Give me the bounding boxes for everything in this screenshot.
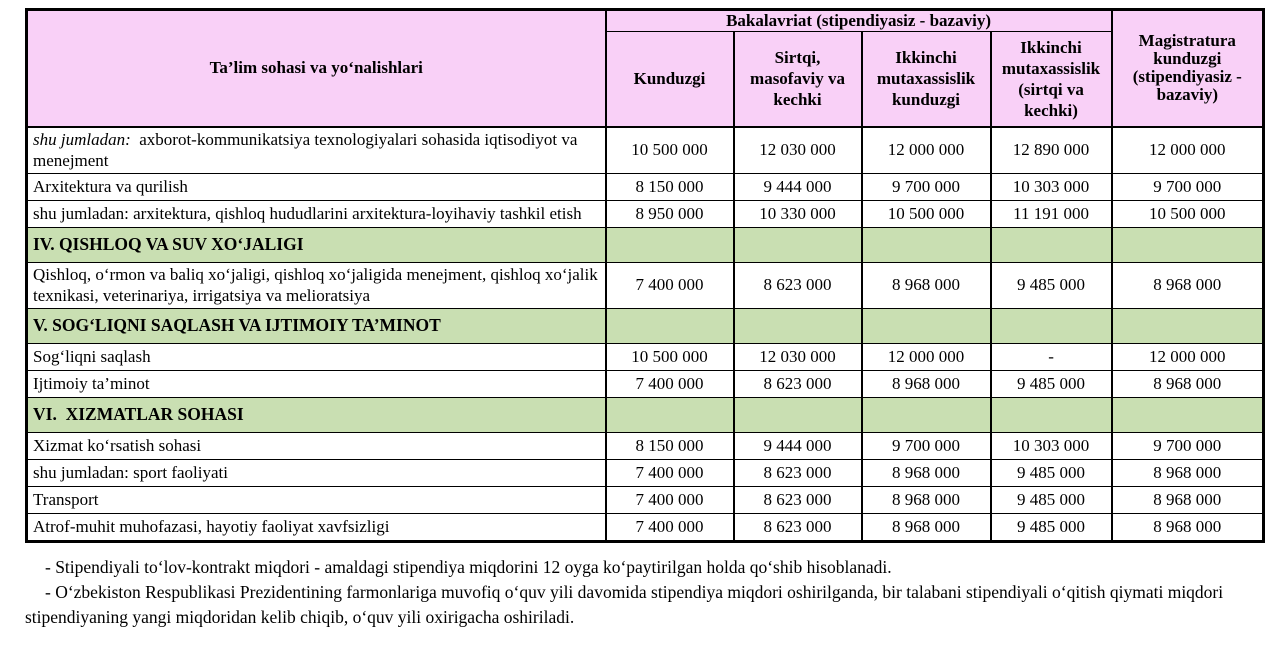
value-cell: 8 968 000 bbox=[1112, 513, 1264, 541]
column-header-ikkinchi-sirtqi: Ikkinchi mutaxassislik (sirtqi va kechki) bbox=[991, 32, 1112, 127]
section-empty-cell bbox=[862, 227, 991, 262]
section-empty-cell bbox=[734, 227, 862, 262]
value-cell: 9 485 000 bbox=[991, 486, 1112, 513]
row-label-cell: Arxitektura va qurilish bbox=[27, 173, 606, 200]
table-body bbox=[27, 127, 1264, 542]
value-cell: 7 400 000 bbox=[606, 459, 734, 486]
table-row bbox=[27, 513, 1264, 541]
value-cell: 12 000 000 bbox=[862, 343, 991, 370]
value-cell: 8 968 000 bbox=[862, 486, 991, 513]
value-cell: 9 700 000 bbox=[1112, 432, 1264, 459]
value-cell: 8 950 000 bbox=[606, 200, 734, 227]
section-empty-cell bbox=[991, 227, 1112, 262]
value-cell: 8 623 000 bbox=[734, 513, 862, 541]
value-cell: 8 150 000 bbox=[606, 432, 734, 459]
value-cell: 8 623 000 bbox=[734, 486, 862, 513]
table-row bbox=[27, 127, 1264, 174]
value-cell: 12 000 000 bbox=[1112, 127, 1264, 174]
section-title-cell: VI. XIZMATLAR SOHASI bbox=[27, 397, 606, 432]
tuition-fees-table bbox=[25, 8, 1265, 543]
value-cell: 9 444 000 bbox=[734, 173, 862, 200]
table-row bbox=[27, 200, 1264, 227]
section-empty-cell bbox=[606, 227, 734, 262]
value-cell: 10 303 000 bbox=[991, 173, 1112, 200]
section-title-cell: IV. QISHLOQ VA SUV XOʻJALIGI bbox=[27, 227, 606, 262]
section-empty-cell bbox=[991, 397, 1112, 432]
footnote-2: - Oʻzbekiston Respublikasi Prezidentining farmonlariga muvofiq oʻquv yili davomida stipendiya miqdori oshirilganda, bir talabani stipendiyali oʻqitish qiymati miqdori stipendiyaning yangi miqdoridan kelib chiqib, oʻquv yili oxirigacha oshiriladi. bbox=[25, 581, 1224, 627]
section-empty-cell bbox=[991, 308, 1112, 343]
value-cell: 9 700 000 bbox=[862, 432, 991, 459]
section-empty-cell bbox=[606, 397, 734, 432]
table-header bbox=[27, 10, 1264, 127]
table-row bbox=[27, 459, 1264, 486]
value-cell: 8 968 000 bbox=[862, 370, 991, 397]
value-cell: 8 150 000 bbox=[606, 173, 734, 200]
row-label-cell: Xizmat koʻrsatish sohasi bbox=[27, 432, 606, 459]
section-empty-cell bbox=[606, 308, 734, 343]
footnote-1: - Stipendiyali toʻlov-kontrakt miqdori - amaldagi stipendiya miqdorini 12 oyga koʻpaytirilgan holda qoʻshib hisoblanadi. bbox=[45, 556, 892, 577]
table-row bbox=[27, 173, 1264, 200]
value-cell: 7 400 000 bbox=[606, 262, 734, 308]
section-empty-cell bbox=[862, 397, 991, 432]
row-label-cell: Atrof-muhit muhofazasi, hayotiy faoliyat xavfsizligi bbox=[27, 513, 606, 541]
value-cell: 8 968 000 bbox=[862, 513, 991, 541]
value-cell: 8 968 000 bbox=[1112, 486, 1264, 513]
value-cell: 8 968 000 bbox=[1112, 459, 1264, 486]
column-header-sirtqi: Sirtqi, masofaviy va kechki bbox=[734, 32, 862, 127]
magistratura-header-cell: Magistratura kunduzgi (stipendiyasiz - bazaviy) bbox=[1112, 10, 1264, 127]
section-row bbox=[27, 227, 1264, 262]
value-cell: 12 030 000 bbox=[734, 343, 862, 370]
table-row bbox=[27, 432, 1264, 459]
section-title-cell: V. SOGʻLIQNI SAQLASH VA IJTIMOIY TA’MINOT bbox=[27, 308, 606, 343]
row-label-cell: shu jumladan: sport faoliyati bbox=[27, 459, 606, 486]
value-cell: 9 444 000 bbox=[734, 432, 862, 459]
value-cell: 8 968 000 bbox=[862, 262, 991, 308]
column-header-kunduzgi: Kunduzgi bbox=[606, 32, 734, 127]
value-cell: 9 700 000 bbox=[1112, 173, 1264, 200]
value-cell: 7 400 000 bbox=[606, 513, 734, 541]
footnotes bbox=[25, 555, 1255, 630]
row-label-cell: Sogʻliqni saqlash bbox=[27, 343, 606, 370]
value-cell: 8 968 000 bbox=[1112, 262, 1264, 308]
row-label-italic-prefix: shu jumladan: bbox=[33, 129, 131, 149]
section-row bbox=[27, 308, 1264, 343]
value-cell: 9 485 000 bbox=[991, 513, 1112, 541]
value-cell: 8 623 000 bbox=[734, 262, 862, 308]
value-cell: 8 968 000 bbox=[1112, 370, 1264, 397]
section-empty-cell bbox=[862, 308, 991, 343]
value-cell: 10 500 000 bbox=[862, 200, 991, 227]
row-label-cell: shu jumladan: axborot-kommunikatsiya texnologiyalari sohasida iqtisodiyot va menejment bbox=[27, 127, 606, 174]
value-cell: 9 485 000 bbox=[991, 370, 1112, 397]
value-cell: 10 330 000 bbox=[734, 200, 862, 227]
value-cell: 7 400 000 bbox=[606, 486, 734, 513]
table-row bbox=[27, 486, 1264, 513]
table-row bbox=[27, 343, 1264, 370]
value-cell: 10 500 000 bbox=[1112, 200, 1264, 227]
bakalavriat-group-header-cell: Bakalavriat (stipendiyasiz - bazaviy) bbox=[606, 10, 1112, 32]
value-cell: 9 700 000 bbox=[862, 173, 991, 200]
value-cell: 8 623 000 bbox=[734, 459, 862, 486]
section-row bbox=[27, 397, 1264, 432]
value-cell: 9 485 000 bbox=[991, 459, 1112, 486]
value-cell: 12 030 000 bbox=[734, 127, 862, 174]
value-cell: 10 500 000 bbox=[606, 127, 734, 174]
row-label-cell: Transport bbox=[27, 486, 606, 513]
corner-header-cell: Ta’lim sohasi va yoʻnalishlari bbox=[27, 10, 606, 127]
value-cell: - bbox=[991, 343, 1112, 370]
value-cell: 7 400 000 bbox=[606, 370, 734, 397]
row-label-cell: shu jumladan: arxitektura, qishloq hududlarini arxitektura-loyihaviy tashkil etish bbox=[27, 200, 606, 227]
row-label-cell: Ijtimoiy ta’minot bbox=[27, 370, 606, 397]
section-empty-cell bbox=[734, 397, 862, 432]
header-group-row bbox=[27, 10, 1264, 32]
table-row bbox=[27, 262, 1264, 308]
section-empty-cell bbox=[1112, 397, 1264, 432]
column-header-ikkinchi-kunduzgi: Ikkinchi mutaxassislik kunduzgi bbox=[862, 32, 991, 127]
section-empty-cell bbox=[1112, 227, 1264, 262]
section-empty-cell bbox=[1112, 308, 1264, 343]
value-cell: 12 000 000 bbox=[862, 127, 991, 174]
section-empty-cell bbox=[734, 308, 862, 343]
table-row bbox=[27, 370, 1264, 397]
value-cell: 9 485 000 bbox=[991, 262, 1112, 308]
value-cell: 8 968 000 bbox=[862, 459, 991, 486]
value-cell: 10 303 000 bbox=[991, 432, 1112, 459]
row-label-cell: Qishloq, oʻrmon va baliq xoʻjaligi, qishloq xoʻjaligida menejment, qishloq xoʻjalik texnikasi, veterinariya, irrigatsiya va melioratsiya bbox=[27, 262, 606, 308]
value-cell: 12 000 000 bbox=[1112, 343, 1264, 370]
value-cell: 8 623 000 bbox=[734, 370, 862, 397]
value-cell: 11 191 000 bbox=[991, 200, 1112, 227]
value-cell: 10 500 000 bbox=[606, 343, 734, 370]
value-cell: 12 890 000 bbox=[991, 127, 1112, 174]
